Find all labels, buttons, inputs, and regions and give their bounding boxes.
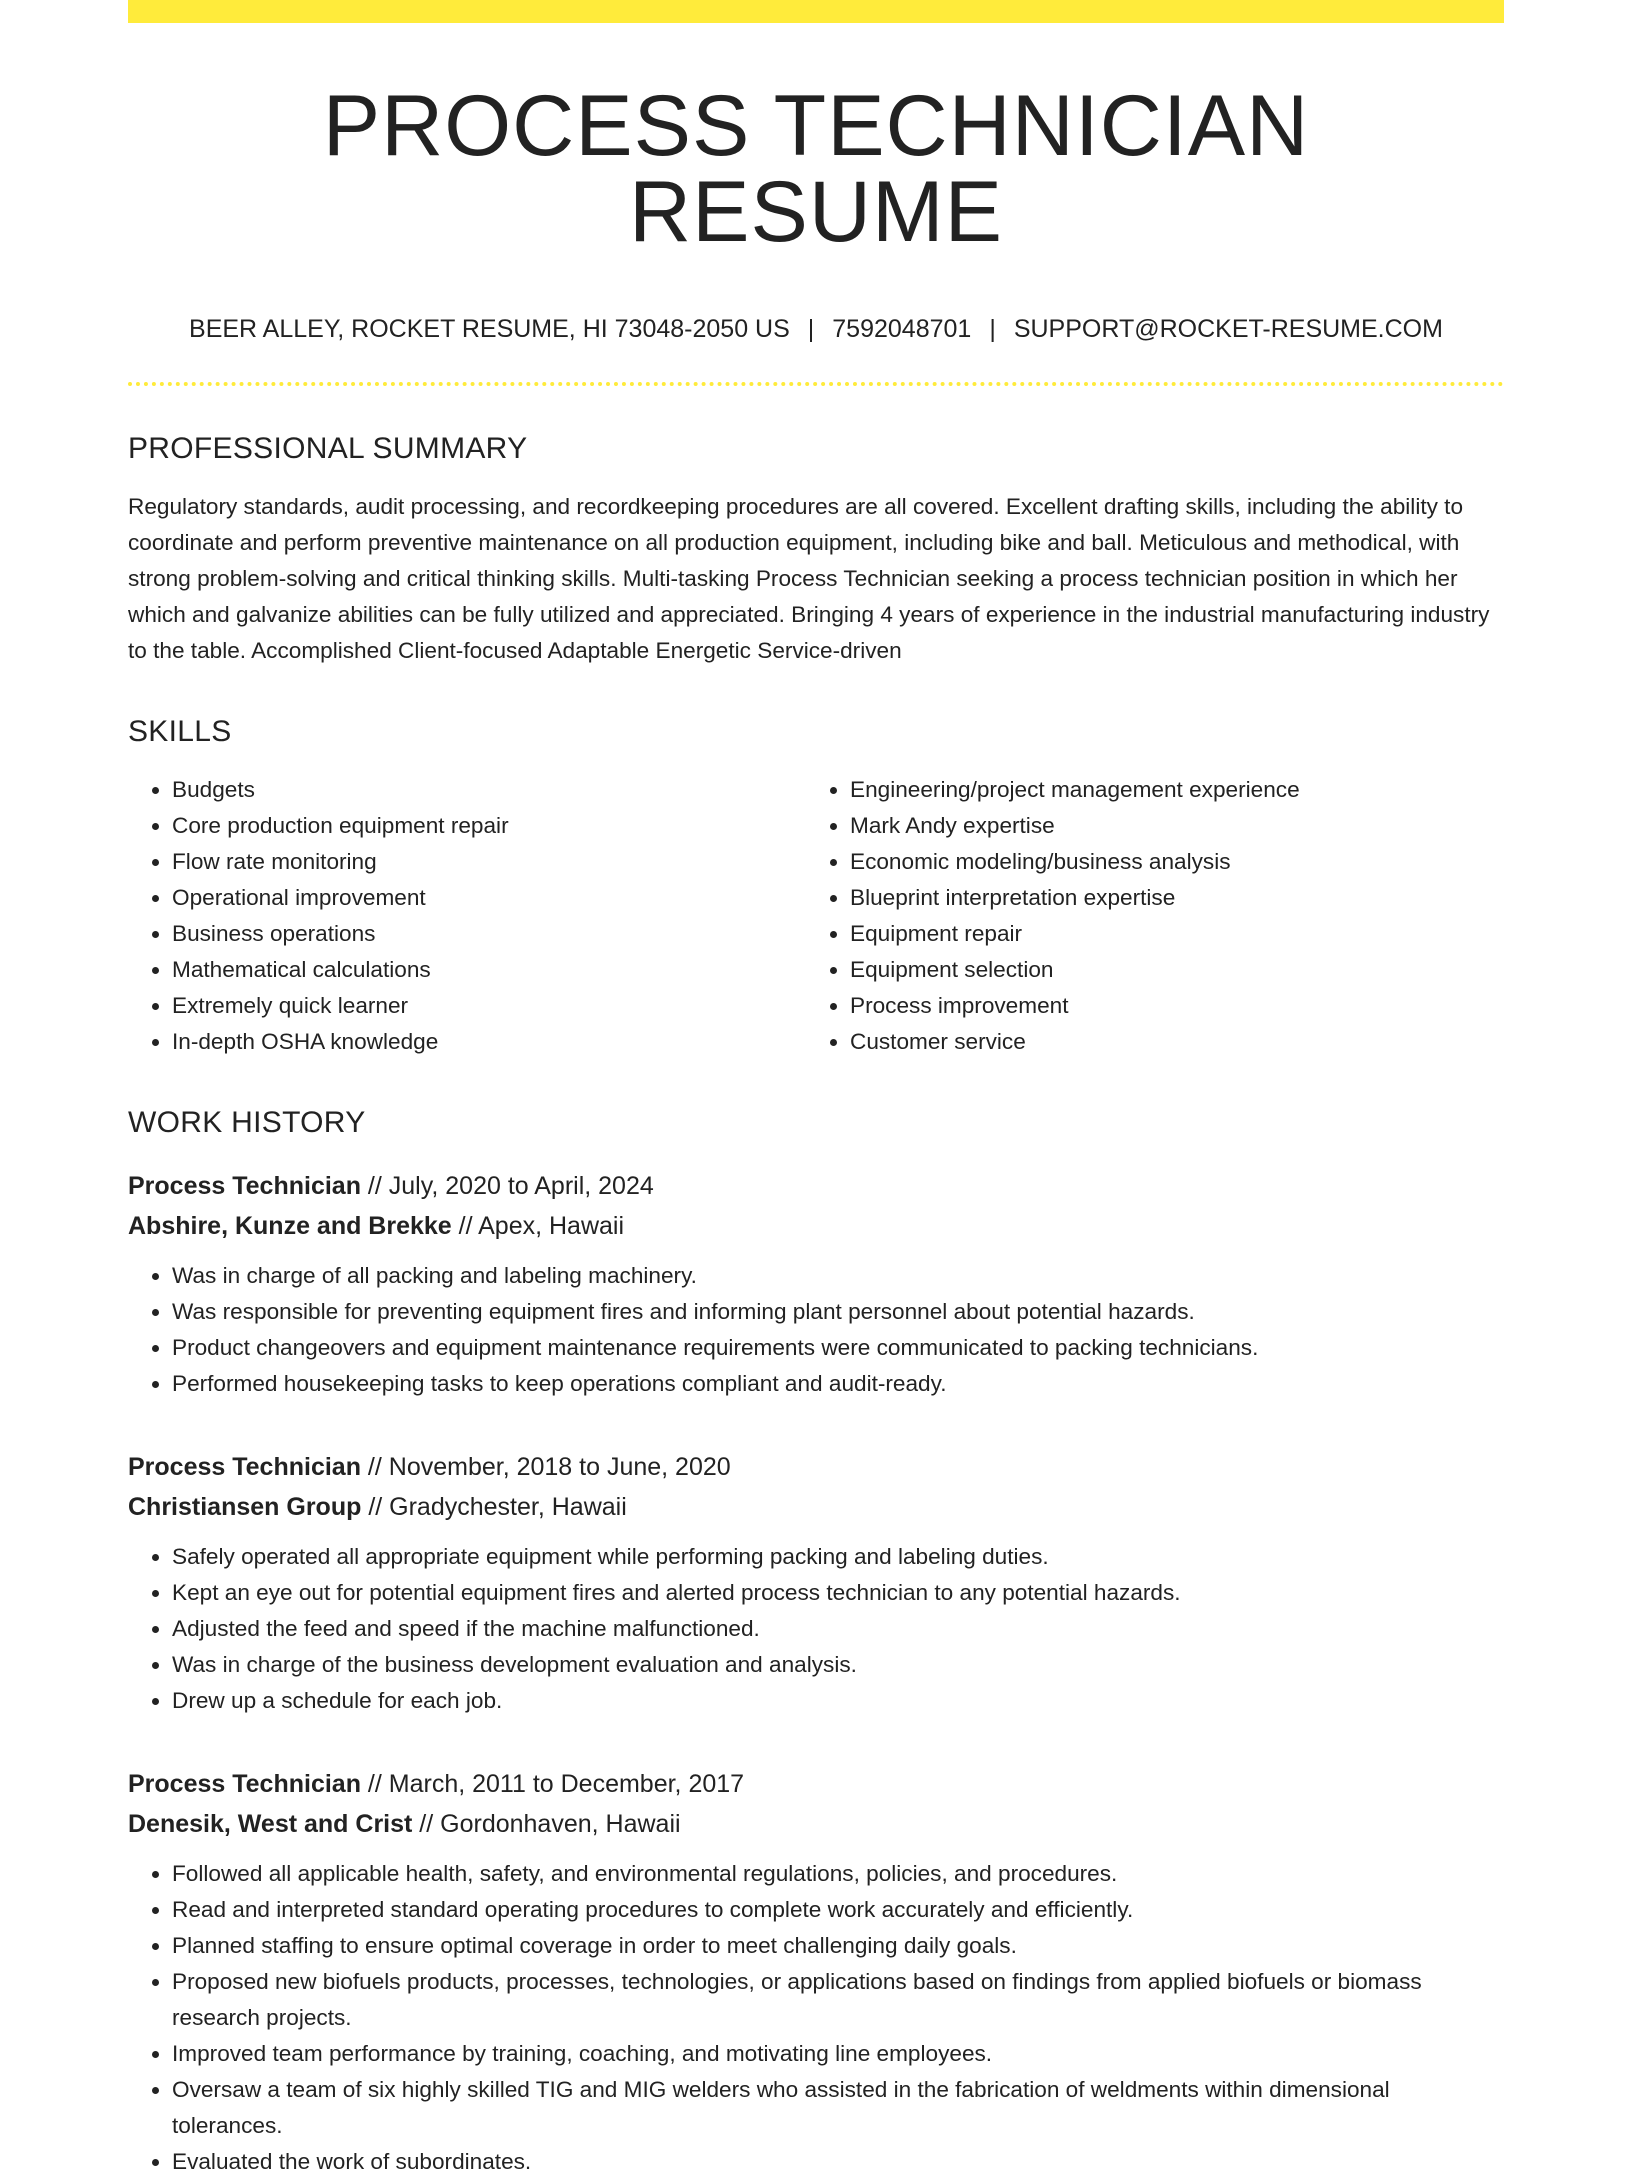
job-company-line [128,1804,1504,1844]
contact-line [128,317,1504,342]
skill-item: • Operational improvement [172,880,806,916]
job-entry [128,1447,1504,1719]
job-bullet: • Was in charge of the business development evaluation and analysis. [172,1647,1504,1683]
job-bullet: • Followed all applicable health, safety, and environmental regulations, policies, and procedures. [172,1856,1504,1892]
job-company: Abshire, Kunze and Brekke [128,1212,452,1240]
job-title-line [128,1764,1504,1804]
job-bullets [128,1856,1504,2180]
job-location: // Gradychester, Hawaii [361,1493,627,1521]
job-bullet: • Was in charge of all packing and labeling machinery. [172,1258,1504,1294]
skill-item: • Extremely quick learner [172,988,806,1024]
skill-item: • Mark Andy expertise [850,808,1484,844]
job-bullets [128,1539,1504,1719]
skills-column-left [128,772,806,1060]
contact-email: SUPPORT@ROCKET-RESUME.COM [1013,315,1443,343]
job-bullet: • Evaluated the work of subordinates. [172,2144,1504,2180]
job-bullet: • Oversaw a team of six highly skilled TIG and MIG welders who assisted in the fabrication of weldments within dimensional tolerances. [172,2072,1504,2144]
job-company-line [128,1206,1504,1246]
job-title: Process Technician [128,1172,361,1200]
job-company: Denesik, West and Crist [128,1810,413,1838]
job-dates: // March, 2011 to December, 2017 [360,1770,745,1798]
job-bullet: • Safely operated all appropriate equipment while performing packing and labeling duties. [172,1539,1504,1575]
job-title-line [128,1166,1504,1206]
job-title-line [128,1447,1504,1487]
skill-item: • Equipment repair [850,916,1484,952]
job-bullet: • Proposed new biofuels products, processes, technologies, or applications based on findings from applied biofuels or biomass research projects. [172,1964,1504,2036]
job-bullet: • Adjusted the feed and speed if the machine malfunctioned. [172,1611,1504,1647]
skill-item: • Budgets [172,772,806,808]
contact-address: BEER ALLEY, ROCKET RESUME, HI 73048-2050 US [189,315,790,343]
job-bullet: • Was responsible for preventing equipment fires and informing plant personnel about potential hazards. [172,1294,1504,1330]
job-company-line [128,1487,1504,1527]
job-bullet: • Performed housekeeping tasks to keep operations compliant and audit-ready. [172,1366,1504,1402]
skills-columns [128,772,1504,1060]
summary-heading: PROFESSIONAL SUMMARY [128,432,528,465]
job-location: // Gordonhaven, Hawaii [412,1810,681,1838]
skills-heading: SKILLS [128,715,232,748]
summary-text: Regulatory standards, audit processing, and recordkeeping procedures are all covered. Excellent drafting skills, including the ability to coordinate and perform preventive maintenance on all production equipment, including bike and ball. Meticulous and methodical, with strong problem-solving and critical thinking skills. Multi-tasking Process Technician seeking a process technician position in which her which and galvanize abilities can be fully utilized and appreciated. Bringing 4 years of experience in the industrial manufacturing industry to the table. Accomplished Client-focused Adaptable Energetic Service-driven [128,494,1490,663]
job-bullets [128,1258,1504,1402]
skills-column-right [806,772,1484,1060]
skill-item: • Flow rate monitoring [172,844,806,880]
contact-separator: | [989,315,996,343]
contact-separator: | [807,315,815,343]
skill-item: • Process improvement [850,988,1484,1024]
skill-item: • Economic modeling/business analysis [850,844,1484,880]
skill-item: • In-depth OSHA knowledge [172,1024,806,1060]
dotted-divider [128,382,1504,386]
skill-item: • Business operations [172,916,806,952]
skills-list-right [806,772,1484,1060]
summary-section [128,434,1504,669]
job-dates: // November, 2018 to June, 2020 [360,1453,731,1481]
skill-item: • Blueprint interpretation expertise [850,880,1484,916]
job-title: Process Technician [128,1770,361,1798]
resume-page [128,0,1504,2180]
work-history-heading: WORK HISTORY [128,1106,366,1139]
skills-list-left [128,772,806,1060]
job-entry [128,1166,1504,1402]
skill-item: • Engineering/project management experience [850,772,1484,808]
job-bullet: • Read and interpreted standard operating procedures to complete work accurately and efficiently. [172,1892,1504,1928]
job-bullet: • Planned staffing to ensure optimal coverage in order to meet challenging daily goals. [172,1928,1504,1964]
contact-phone: 7592048701 [832,315,972,343]
job-bullet: • Kept an eye out for potential equipment fires and alerted process technician to any potential hazards. [172,1575,1504,1611]
job-location: // Apex, Hawaii [451,1212,625,1240]
job-dates: // July, 2020 to April, 2024 [360,1172,654,1200]
skill-item: • Equipment selection [850,952,1484,988]
job-bullet: • Drew up a schedule for each job. [172,1683,1504,1719]
top-accent-bar [128,0,1504,23]
job-title: Process Technician [128,1453,361,1481]
skills-section [128,717,1504,1060]
job-bullet: • Product changeovers and equipment maintenance requirements were communicated to packing technicians. [172,1330,1504,1366]
skill-item: • Customer service [850,1024,1484,1060]
job-bullet: • Improved team performance by training, coaching, and motivating line employees. [172,2036,1504,2072]
job-company: Christiansen Group [128,1493,362,1521]
job-entry [128,1764,1504,2180]
resume-title: PROCESS TECHNICIAN RESUME [322,78,1310,260]
skill-item: • Core production equipment repair [172,808,806,844]
work-history-section [128,1108,1504,2180]
skill-item: • Mathematical calculations [172,952,806,988]
